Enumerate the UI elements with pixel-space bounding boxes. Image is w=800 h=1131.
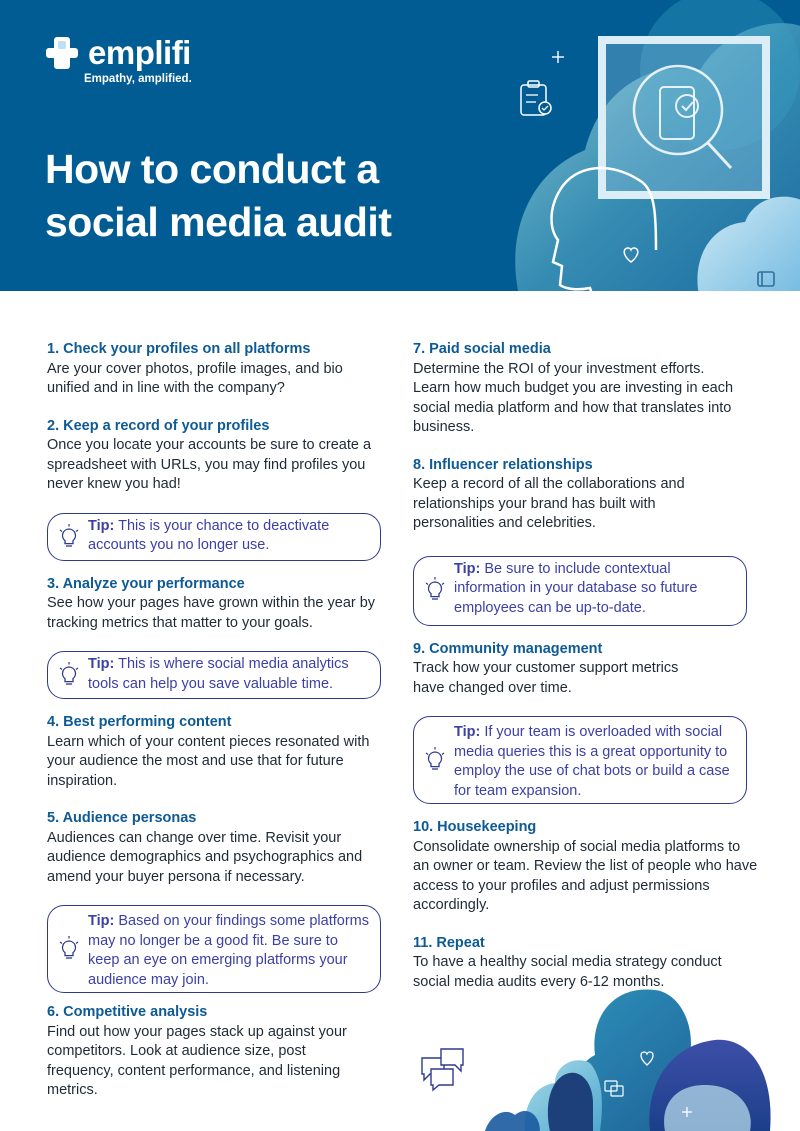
footer-illustration	[415, 985, 800, 1131]
brand-tagline: Empathy, amplified.	[84, 73, 192, 85]
tip-box	[413, 716, 747, 804]
emplifi-logo-icon	[44, 35, 80, 71]
section-audience-personas	[47, 809, 387, 887]
section-best-content	[47, 713, 387, 791]
section-body: Keep a record of all the collaborations and relationships your brand has built with personalities and celebrities.	[413, 476, 685, 531]
left-column	[47, 340, 387, 1101]
section-heading: 11. Repeat	[413, 934, 485, 951]
tip-box	[47, 513, 381, 561]
section-record-profiles	[47, 417, 387, 495]
right-column	[413, 340, 758, 992]
section-heading: 7. Paid social media	[413, 341, 551, 357]
section-body: Find out how your pages stack up against your competitors. Look at audience size, post frequency, content performance, and listening metrics.	[47, 1023, 347, 1098]
tip-label: Tip:	[88, 656, 115, 672]
section-body: Learn which of your content pieces resonated with your audience the most and use that for future inspiration.	[47, 733, 370, 789]
section-body: Are your cover photos, profile images, and bio unified and in line with the company?	[47, 360, 343, 396]
tip-text: Be sure to include contextual information in your database so future employees can be up-to-date.	[454, 560, 698, 616]
section-body: See how your pages have grown within the year by tracking metrics that matter to your goals.	[47, 595, 376, 631]
section-repeat	[413, 934, 758, 993]
section-check-profiles	[47, 340, 387, 399]
title-line-2: social media audit	[45, 199, 392, 245]
tip-label: Tip:	[454, 560, 481, 577]
section-heading: 6. Competitive analysis	[47, 1004, 208, 1020]
tip-text: This is where social media analytics tools can help you save valuable time.	[88, 656, 349, 692]
section-body: Consolidate ownership of social media platforms to an owner or team. Review the list of people who have access to your profiles and adjust permissions accordingly.	[413, 838, 758, 913]
section-heading: 2. Keep a record of your profiles	[47, 417, 270, 434]
tip-label: Tip:	[454, 724, 481, 740]
section-body: Audiences can change over time. Revisit your audience demographics and psychographics and amend your buyer persona if necessary.	[47, 829, 363, 885]
lightbulb-icon	[58, 936, 80, 962]
tip-text: This is your chance to deactivate accounts you no longer use.	[88, 517, 330, 553]
tip-box	[413, 556, 747, 626]
lightbulb-icon	[58, 662, 80, 688]
section-heading: 3. Analyze your performance	[47, 575, 245, 592]
section-body: Once you locate your accounts be sure to create a spreadsheet with URLs, you may find profiles you never knew you had!	[47, 437, 372, 492]
brand-name: emplifi	[88, 34, 191, 71]
tip-text: If your team is overloaded with social media queries this is a great opportunity to employ the use of chat bots or build a case for team expansion.	[454, 724, 730, 799]
section-paid-social	[413, 340, 758, 438]
tip-label: Tip:	[88, 517, 115, 534]
section-competitive-analysis	[47, 1003, 387, 1101]
page-title	[45, 143, 515, 249]
section-analyze-performance	[47, 575, 387, 634]
chat-bubbles-icon	[422, 1049, 463, 1090]
section-influencer-relationships	[413, 456, 758, 534]
section-body: Determine the ROI of your investment efforts. Learn how much budget you are investing in each social media platform and how that translates into business.	[413, 360, 734, 435]
lightbulb-icon	[424, 747, 446, 773]
section-body: Track how your customer support metrics have changed over time.	[413, 660, 679, 696]
tip-box	[47, 651, 381, 699]
section-body: To have a healthy social media strategy conduct social media audits every 6-12 months.	[413, 954, 722, 990]
section-community-management	[413, 640, 758, 699]
header-banner	[0, 0, 800, 291]
lightbulb-icon	[58, 524, 80, 550]
brand-logo	[44, 34, 191, 72]
section-heading: 4. Best performing content	[47, 714, 232, 730]
lightbulb-icon	[424, 577, 446, 603]
section-heading: 8. Influencer relationships	[413, 456, 593, 473]
section-heading: 1. Check your profiles on all platforms	[47, 341, 311, 357]
tip-label: Tip:	[88, 913, 115, 929]
section-housekeeping	[413, 818, 758, 916]
tip-box	[47, 905, 381, 993]
section-heading: 5. Audience personas	[47, 810, 197, 826]
tip-text: Based on your findings some platforms may no longer be a good fit. Be sure to keep an eye on emerging platforms your audience may join.	[88, 913, 369, 988]
title-line-1: How to conduct a	[45, 146, 379, 192]
section-heading: 9. Community management	[413, 640, 603, 657]
section-heading: 10. Housekeeping	[413, 819, 537, 835]
